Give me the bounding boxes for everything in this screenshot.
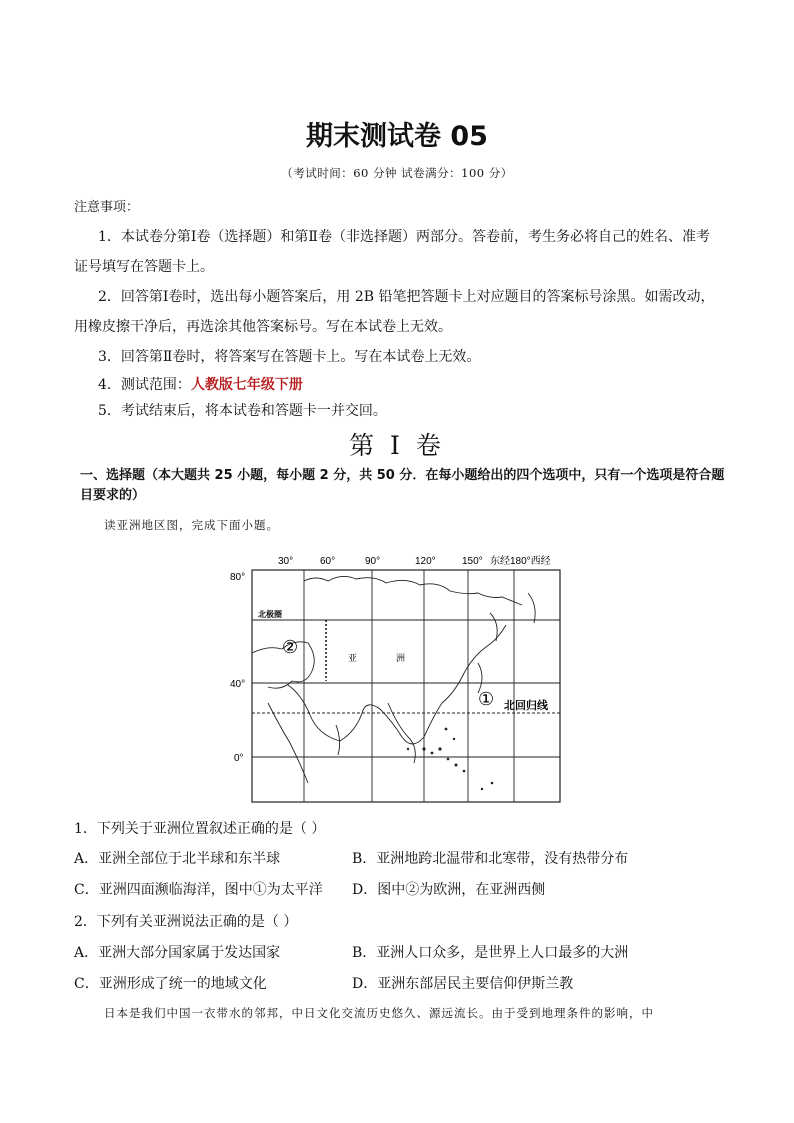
- lat-label-80: 80°: [230, 572, 246, 583]
- scope-label: 4．测试范围：: [98, 377, 191, 393]
- notice-item-2: 2．回答第Ⅰ卷时，选出每小题答案后，用 2B 铅笔把答题卡上对应题目的答案标号涂黑。如需改动，: [98, 289, 715, 305]
- passage-text: 日本是我们中国一衣带水的邻邦，中日文化交流历史悠久、源远流长。由于受到地理条件的影响，中: [104, 1006, 654, 1020]
- question-1-option-d: D．图中②为欧洲，在亚洲西侧: [352, 882, 546, 898]
- question-2-option-b: B．亚洲人口众多，是世界上人口最多的大洲: [352, 945, 629, 961]
- page-title: 期末测试卷 05: [306, 121, 488, 152]
- section-title: 第 I 卷: [349, 431, 445, 460]
- notice-item-2-cont: 用橡皮擦干净后，再选涂其他答案标号。写在本试卷上无效。: [74, 319, 452, 335]
- notice-item-3: 3．回答第Ⅱ卷时，将答案写在答题卡上。写在本试卷上无效。: [98, 349, 481, 365]
- lon-label-30: 30°: [278, 556, 294, 567]
- asia-map: [228, 553, 564, 805]
- lon-label-180: 东经180°西经: [490, 556, 551, 567]
- map-intro: 读亚洲地区图，完成下面小题。: [104, 518, 279, 532]
- lat-label-40: 40°: [230, 679, 246, 690]
- marker-1: ①: [478, 689, 495, 710]
- lat-label-0: 0°: [234, 753, 244, 764]
- lon-label-120: 120°: [415, 556, 436, 567]
- question-2-option-d: D．亚洲东部居民主要信仰伊斯兰教: [352, 976, 574, 992]
- question-2-option-c: C．亚洲形成了统一的地域文化: [74, 976, 267, 992]
- question-1-option-c: C．亚洲四面濒临海洋，图中①为太平洋: [74, 882, 323, 898]
- notice-item-1-cont: 证号填写在答题卡上。: [74, 259, 214, 275]
- arctic-circle-label: 北极圈: [258, 610, 282, 619]
- notice-item-4: [74, 372, 724, 398]
- lon-label-90: 90°: [365, 556, 381, 567]
- tropic-label: 北回归线: [504, 700, 548, 712]
- notice-item-1: 1．本试卷分第Ⅰ卷（选择题）和第Ⅱ卷（非选择题）两部分。答卷前，考生务必将自己的姓名、准考: [98, 229, 710, 245]
- question-1-option-b: B．亚洲地跨北温带和北寒带，没有热带分布: [352, 851, 629, 867]
- notice-item-5: 5．考试结束后，将本试卷和答题卡一并交回。: [98, 403, 387, 419]
- region-char-2: 洲: [396, 654, 406, 664]
- question-1-stem: 1．下列关于亚洲位置叙述正确的是（ ）: [74, 821, 326, 837]
- lon-label-60: 60°: [320, 556, 336, 567]
- scope-value: 人教版七年级下册: [190, 377, 303, 393]
- region-char-1: 亚: [348, 654, 358, 664]
- marker-2: ②: [282, 637, 299, 658]
- part-heading: 一、选择题（本大题共 25 小题，每小题 2 分，共 50 分．在每小题给出的四个选项中，只有一个选项是符合题目要求的）: [80, 468, 725, 503]
- question-2-stem: 2．下列有关亚洲说法正确的是（ ）: [74, 914, 298, 930]
- exam-info: （考试时间：60 分钟 试卷满分：100 分）: [281, 166, 513, 180]
- lon-label-150: 150°: [462, 556, 483, 567]
- question-2-option-a: A．亚洲大部分国家属于发达国家: [74, 945, 281, 961]
- notice-block: [74, 222, 724, 424]
- notice-heading: 注意事项：: [74, 200, 140, 215]
- question-1-option-a: A．亚洲全部位于北半球和东半球: [74, 851, 281, 867]
